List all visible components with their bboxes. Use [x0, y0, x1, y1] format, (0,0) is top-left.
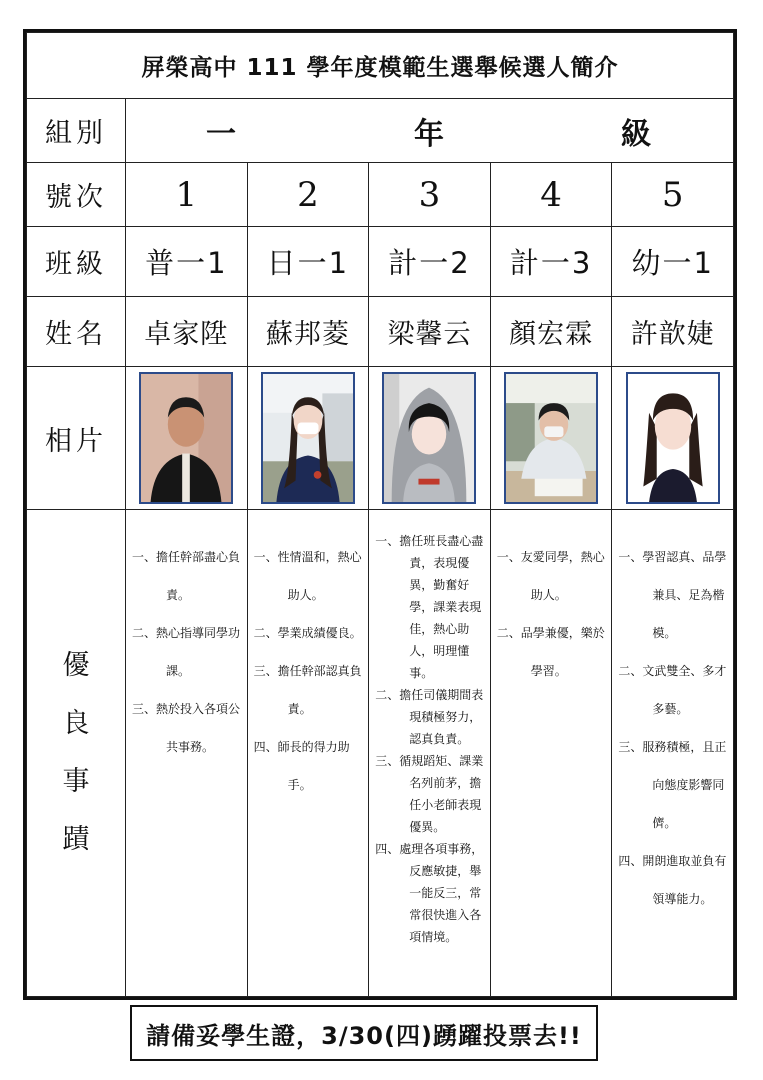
candidate-grid — [26, 32, 734, 997]
merit-item: 一、性情溫和，熱心助人。 — [253, 550, 362, 602]
merit-item: 四、處理各項事務，反應敏捷，舉一能反三，常常很快進入各項情境。 — [375, 842, 484, 944]
grade-char-1: 一 — [206, 116, 236, 152]
merit-item: 二、擔任司儀期間表現積極努力，認真負責。 — [375, 688, 484, 746]
candidate-class: 日一1 — [247, 227, 369, 297]
merit-item: 三、服務積極，且正向態度影響同儕。 — [618, 740, 727, 830]
candidate-photo — [626, 372, 720, 504]
candidate-name: 顏宏霖 — [490, 297, 612, 367]
merit-item: 一、擔任幹部盡心負責。 — [132, 550, 241, 602]
merit-item: 四、師長的得力助手。 — [253, 740, 350, 792]
candidate-merits — [612, 510, 734, 997]
candidate-name: 卓家陞 — [126, 297, 248, 367]
candidate-name: 蘇邦菱 — [247, 297, 369, 367]
vote-reminder: 請備妥學生證，3/30(四)踴躍投票去!! — [130, 1005, 598, 1061]
merit-item: 二、文武雙全、多才多藝。 — [618, 664, 727, 716]
candidate-photo — [261, 372, 355, 504]
merit-item: 三、熱於投入各項公共事務。 — [132, 702, 241, 754]
candidate-merits — [126, 510, 248, 997]
merit-item: 二、熱心指導同學功課。 — [132, 626, 241, 678]
merits-label: 優 良 事 蹟 — [27, 510, 126, 997]
grade-char-2: 年 — [414, 116, 444, 152]
group-label: 組別 — [27, 99, 126, 163]
merit-item: 一、友愛同學，熱心助人。 — [496, 550, 605, 602]
photo-label: 相片 — [27, 367, 126, 510]
candidate-class: 幼一1 — [612, 227, 734, 297]
candidate-name: 梁馨云 — [369, 297, 491, 367]
candidate-number: 2 — [247, 163, 369, 227]
candidate-table — [23, 29, 737, 1000]
candidate-number: 5 — [612, 163, 734, 227]
candidate-class: 普一1 — [126, 227, 248, 297]
candidate-number: 4 — [490, 163, 612, 227]
candidate-merits — [490, 510, 612, 997]
number-label: 號次 — [27, 163, 126, 227]
candidate-class: 計一2 — [369, 227, 491, 297]
candidate-name: 許歆婕 — [612, 297, 734, 367]
candidate-photo — [139, 372, 233, 504]
candidate-class: 計一3 — [490, 227, 612, 297]
candidate-photo — [382, 372, 476, 504]
class-label: 班級 — [27, 227, 126, 297]
merit-item: 三、循規蹈矩、課業名列前茅，擔任小老師表現優異。 — [375, 754, 484, 834]
merit-item: 三、擔任幹部認真負責。 — [253, 664, 362, 716]
merit-item: 四、開朗進取並負有領導能力。 — [618, 854, 727, 906]
candidate-number: 1 — [126, 163, 248, 227]
grade-cell — [126, 99, 734, 163]
grade-char-3: 級 — [621, 116, 651, 152]
merit-item: 一、學習認真、品學兼具、足為楷模。 — [618, 550, 727, 640]
merit-item: 二、學業成績優良。 — [253, 626, 362, 640]
name-label: 姓名 — [27, 297, 126, 367]
candidate-merits — [247, 510, 369, 997]
merit-item: 一、擔任班長盡心盡責，表現優異，勤奮好學，課業表現佳，熱心助人，明理懂事。 — [375, 534, 484, 680]
page-title: 屏榮高中 111 學年度模範生選舉候選人簡介 — [27, 33, 734, 99]
candidate-merits — [369, 510, 491, 997]
candidate-number: 3 — [369, 163, 491, 227]
candidate-photo — [504, 372, 598, 504]
merit-item: 二、品學兼優，樂於學習。 — [496, 626, 605, 678]
